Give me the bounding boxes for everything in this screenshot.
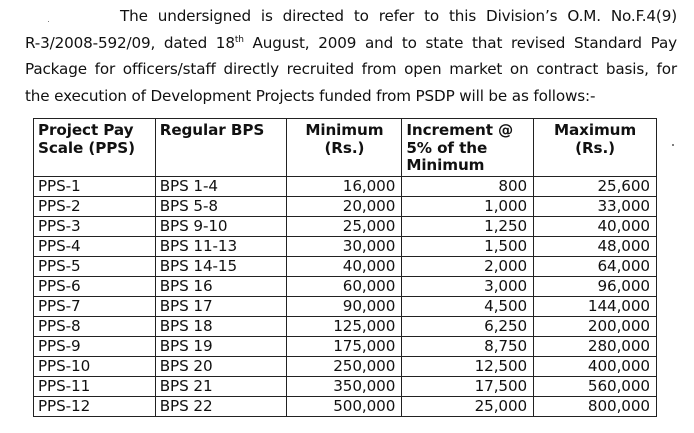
table-row [34, 237, 657, 257]
paragraph-line-1: The undersigned is directed to refer to this Division’s O.M. No.F.4(9) [120, 7, 677, 25]
table-row [34, 337, 657, 357]
cell-increment: 800 [402, 177, 534, 197]
pay-scale-table [33, 118, 657, 417]
cell-bps: BPS 20 [155, 357, 287, 377]
cell-minimum: 350,000 [287, 377, 402, 397]
cell-minimum: 90,000 [287, 297, 402, 317]
header-text: Project Pay [38, 121, 134, 139]
table-row [34, 397, 657, 417]
cell-pps: PPS-6 [34, 277, 156, 297]
cell-minimum: 25,000 [287, 217, 402, 237]
cell-maximum: 144,000 [534, 297, 657, 317]
cell-pps: PPS-11 [34, 377, 156, 397]
table-row [34, 277, 657, 297]
ordinal-suffix: th [234, 34, 244, 45]
cell-maximum: 40,000 [534, 217, 657, 237]
cell-maximum: 25,600 [534, 177, 657, 197]
table-row [34, 317, 657, 337]
paragraph-line-2 [25, 30, 677, 57]
cell-increment: 12,500 [402, 357, 534, 377]
cell-bps: BPS 5-8 [155, 197, 287, 217]
table-row [34, 177, 657, 197]
cell-maximum: 200,000 [534, 317, 657, 337]
header-text: 5% of the [406, 138, 488, 157]
scan-speck [672, 144, 674, 146]
cell-increment: 6,250 [402, 317, 534, 337]
cell-pps: PPS-8 [34, 317, 156, 337]
scan-speck [48, 21, 49, 22]
cell-increment: 8,750 [402, 337, 534, 357]
paragraph-line-2-end: August, 2009 and to state that revised Standard Pay [243, 33, 677, 52]
table-row [34, 257, 657, 277]
cell-bps: BPS 17 [155, 297, 287, 317]
header-text: Increment @ [406, 121, 514, 139]
cell-minimum: 20,000 [287, 197, 402, 217]
cell-maximum: 48,000 [534, 237, 657, 257]
cell-maximum: 96,000 [534, 277, 657, 297]
cell-increment: 1,500 [402, 237, 534, 257]
table-row [34, 297, 657, 317]
header-text: Maximum [553, 121, 637, 139]
cell-bps: BPS 19 [155, 337, 287, 357]
cell-pps: PPS-10 [34, 357, 156, 377]
cell-pps: PPS-12 [34, 397, 156, 417]
cell-maximum: 33,000 [534, 197, 657, 217]
cell-pps: PPS-3 [34, 217, 156, 237]
paragraph-line-2-start: R-3/2008-592/09, dated 18 [25, 33, 235, 52]
cell-minimum: 16,000 [287, 177, 402, 197]
table-row [34, 357, 657, 377]
cell-increment: 4,500 [402, 297, 534, 317]
cell-increment: 2,000 [402, 257, 534, 277]
cell-minimum: 40,000 [287, 257, 402, 277]
header-maximum [534, 119, 657, 177]
cell-maximum: 800,000 [534, 397, 657, 417]
cell-pps: PPS-4 [34, 237, 156, 257]
cell-pps: PPS-9 [34, 337, 156, 357]
cell-maximum: 280,000 [534, 337, 657, 357]
cell-minimum: 125,000 [287, 317, 402, 337]
intro-paragraph [25, 3, 677, 109]
cell-bps: BPS 11-13 [155, 237, 287, 257]
table-header-row [34, 119, 657, 177]
cell-bps: BPS 9-10 [155, 217, 287, 237]
cell-increment: 25,000 [402, 397, 534, 417]
header-minimum [287, 119, 402, 177]
cell-maximum: 560,000 [534, 377, 657, 397]
cell-maximum: 64,000 [534, 257, 657, 277]
cell-minimum: 60,000 [287, 277, 402, 297]
cell-increment: 17,500 [402, 377, 534, 397]
cell-pps: PPS-7 [34, 297, 156, 317]
header-text: Minimum [305, 121, 384, 139]
cell-bps: BPS 14-15 [155, 257, 287, 277]
header-text: (Rs.) [575, 138, 615, 157]
cell-pps: PPS-5 [34, 257, 156, 277]
cell-minimum: 175,000 [287, 337, 402, 357]
cell-bps: BPS 18 [155, 317, 287, 337]
header-text: (Rs.) [324, 138, 365, 157]
cell-bps: BPS 16 [155, 277, 287, 297]
cell-increment: 1,000 [402, 197, 534, 217]
header-text: Regular BPS [159, 121, 265, 139]
header-text: Scale (PPS) [38, 138, 135, 157]
cell-increment: 3,000 [402, 277, 534, 297]
cell-minimum: 500,000 [287, 397, 402, 417]
cell-bps: BPS 1-4 [155, 177, 287, 197]
cell-bps: BPS 22 [155, 397, 287, 417]
cell-minimum: 30,000 [287, 237, 402, 257]
cell-increment: 1,250 [402, 217, 534, 237]
cell-minimum: 250,000 [287, 357, 402, 377]
cell-pps: PPS-1 [34, 177, 156, 197]
table-row [34, 197, 657, 217]
header-project-pay-scale [34, 119, 156, 177]
header-regular-bps [155, 119, 287, 177]
cell-pps: PPS-2 [34, 197, 156, 217]
table-row [34, 377, 657, 397]
cell-bps: BPS 21 [155, 377, 287, 397]
paragraph-line-4: the execution of Development Projects funded from PSDP will be as follows:- [25, 86, 596, 105]
table-row [34, 217, 657, 237]
paragraph-line-3: Package for officers/staff directly recruited from open market on contract basis, for [25, 60, 677, 78]
cell-maximum: 400,000 [534, 357, 657, 377]
header-increment [402, 119, 534, 177]
header-text: Minimum [406, 156, 485, 174]
